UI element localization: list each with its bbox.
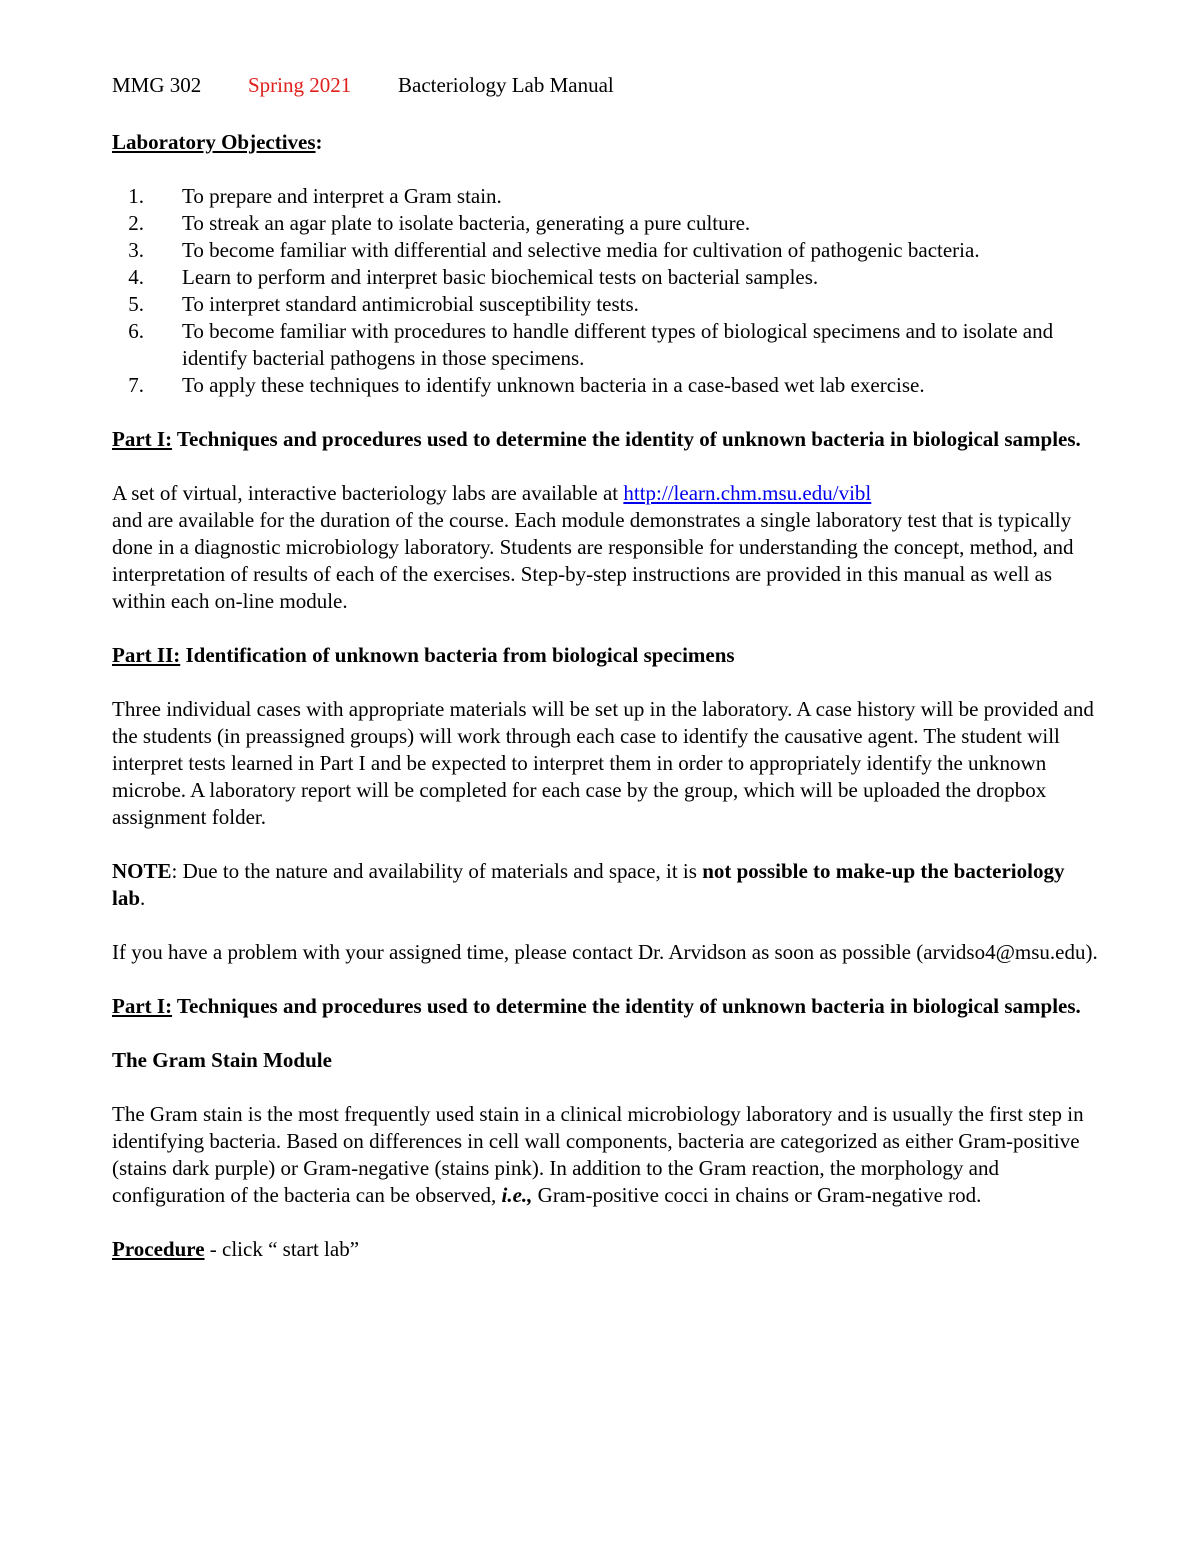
note-text: : Due to the nature and availability of materials and space, it is — [171, 859, 703, 883]
list-item — [112, 372, 1102, 399]
list-item-number: 5. — [128, 292, 144, 316]
objectives-heading-text: Laboratory Objectives — [112, 130, 316, 154]
list-item-text: To streak an agar plate to isolate bacteria, generating a pure culture. — [182, 211, 751, 235]
gram-stain-body — [112, 1101, 1102, 1209]
document-header — [112, 72, 1102, 99]
manual-title: Bacteriology Lab Manual — [398, 73, 614, 97]
part1-intro-continued: and are available for the duration of the course. Each module demonstrates a single laboratory test that is typically done in a diagnostic microbiology laboratory. Students are responsible for understanding the concept, method, and interpretation of results of each of the exercises. Step-by-step instructions are provided in this manual as well as within each on-line module. — [112, 508, 1074, 613]
part1-heading — [112, 426, 1102, 453]
part1-label: Part I: — [112, 427, 173, 451]
gram-body-end: Gram-positive cocci in chains or Gram-negative rod. — [532, 1183, 982, 1207]
list-item — [112, 291, 1102, 318]
part1-title: Techniques and procedures used to determine the identity of unknown bacteria in biological samples. — [172, 427, 1081, 451]
list-item — [112, 183, 1102, 210]
part2-body: Three individual cases with appropriate materials will be set up in the laboratory. A case history will be provided and the students (in preassigned groups) will work through each case to identify the causative agent. The student will interpret tests learned in Part I and be expected to interpret them in order to appropriately identify the unknown microbe. A laboratory report will be completed for each case by the group, which will be uploaded the dropbox assignment folder. — [112, 697, 1094, 829]
note-label: NOTE — [112, 859, 172, 883]
part1-intro-text: A set of virtual, interactive bacteriology labs are available at — [112, 481, 624, 505]
note-end: . — [140, 886, 146, 910]
list-item-number: 6. — [128, 319, 144, 343]
procedure-text: - click “ start lab” — [204, 1237, 360, 1261]
gram-italic-text: i.e., — [501, 1183, 533, 1207]
document-page — [112, 72, 1102, 1290]
vibl-link[interactable]: http://learn.chm.msu.edu/vibl — [623, 481, 872, 505]
list-item-text: To become familiar with differential and selective media for cultivation of pathogenic bacteria. — [182, 238, 980, 262]
list-item-text: To interpret standard antimicrobial susceptibility tests. — [182, 292, 639, 316]
part1-repeat-label: Part I: — [112, 994, 173, 1018]
list-item — [112, 237, 1102, 264]
list-item-text: Learn to perform and interpret basic biochemical tests on bacterial samples. — [182, 265, 819, 289]
list-item-text: To become familiar with procedures to handle different types of biological specimens and to isolate and identify bacterial pathogens in those specimens. — [182, 319, 1054, 370]
part2-heading — [112, 642, 1102, 669]
gram-stain-heading: The Gram Stain Module — [112, 1048, 332, 1072]
objectives-heading-colon: : — [315, 130, 323, 154]
objectives-heading — [112, 129, 1102, 156]
list-item-text: To prepare and interpret a Gram stain. — [182, 184, 502, 208]
part1-repeat-heading — [112, 993, 1102, 1020]
list-item — [112, 264, 1102, 291]
list-item-number: 4. — [128, 265, 144, 289]
note-bold-text: not possible to make-up the bacteriology lab — [112, 859, 1065, 910]
part1-repeat-title: Techniques and procedures used to determine the identity of unknown bacteria in biological samples. — [172, 994, 1081, 1018]
procedure-line — [112, 1236, 1102, 1263]
term-label: Spring 2021 — [248, 73, 352, 97]
list-item-number: 2. — [128, 211, 144, 235]
list-item-number: 7. — [128, 373, 144, 397]
course-code: MMG 302 — [112, 73, 202, 97]
list-item — [112, 318, 1102, 372]
contact-paragraph: If you have a problem with your assigned time, please contact Dr. Arvidson as soon as possible (arvidso4@msu.edu). — [112, 940, 1098, 964]
list-item-number: 1. — [128, 184, 144, 208]
part2-title: Identification of unknown bacteria from biological specimens — [180, 643, 735, 667]
list-item-text: To apply these techniques to identify unknown bacteria in a case-based wet lab exercise. — [182, 373, 925, 397]
part1-intro — [112, 480, 1102, 615]
part2-label: Part II: — [112, 643, 181, 667]
procedure-label: Procedure — [112, 1237, 205, 1261]
note-paragraph — [112, 858, 1102, 912]
objectives-list — [112, 183, 1102, 399]
list-item-number: 3. — [128, 238, 144, 262]
list-item — [112, 210, 1102, 237]
gram-body-text: The Gram stain is the most frequently used stain in a clinical microbiology laboratory and is usually the first step in identifying bacteria. Based on differences in cell wall components, bacteria are categorized as either Gram-positive (stains dark purple) or Gram-negative (stains pink). In addition to the Gram reaction, the morphology and configuration of the bacteria can be observed, — [112, 1102, 1084, 1207]
